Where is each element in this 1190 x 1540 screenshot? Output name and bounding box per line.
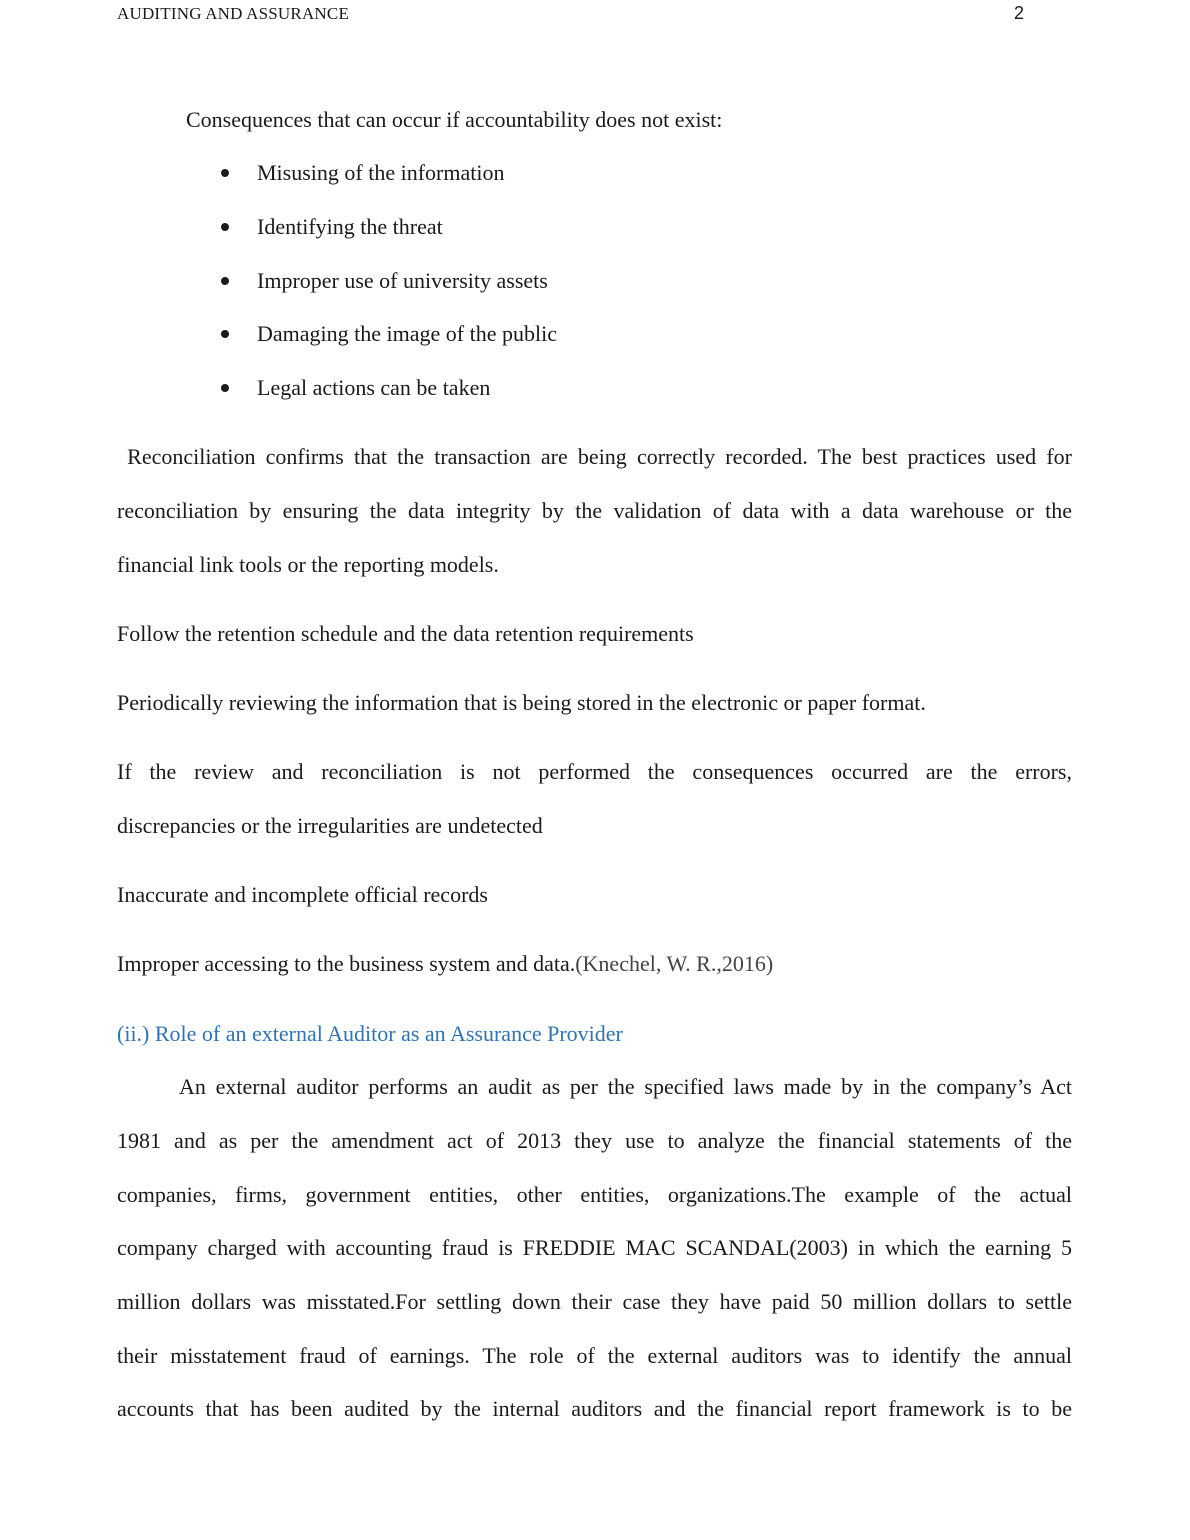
- retention-paragraph: Follow the retention schedule and the data retention requirements: [117, 621, 694, 646]
- paragraph-line: million dollars was misstated.For settling down their case they have paid 50 million dollars to settle: [117, 1289, 1072, 1314]
- consequences-intro: Consequences that can occur if accountability does not exist:: [186, 107, 723, 132]
- paragraph-line: accounts that has been audited by the internal auditors and the financial report framework is to be: [117, 1396, 1072, 1421]
- list-item-text: Misusing of the information: [257, 160, 505, 185]
- running-head: AUDITING AND ASSURANCE: [117, 4, 350, 23]
- paragraph-line: If the review and reconciliation is not performed the consequences occurred are the errors,: [117, 759, 1072, 784]
- bullet-icon: [221, 223, 229, 231]
- inaccurate-paragraph: Inaccurate and incomplete official records: [117, 882, 488, 907]
- paragraph-line: financial link tools or the reporting models.: [117, 552, 499, 577]
- section-heading: (ii.) Role of an external Auditor as an Assurance Provider: [117, 1021, 623, 1046]
- paragraph-line: 1981 and as per the amendment act of 2013 they use to analyze the financial statements of the: [117, 1128, 1072, 1153]
- paragraph-line: companies, firms, government entities, other entities, organizations.The example of the actual: [117, 1182, 1072, 1207]
- paragraph-line: reconciliation by ensuring the data integrity by the validation of data with a data warehouse or the: [117, 498, 1072, 523]
- paragraph-line: discrepancies or the irregularities are undetected: [117, 813, 543, 838]
- improper-access-text: Improper accessing to the business system and data.: [117, 951, 576, 976]
- list-item-text: Identifying the threat: [257, 214, 443, 239]
- bullet-icon: [221, 384, 229, 392]
- list-item-text: Legal actions can be taken: [257, 375, 491, 400]
- bullet-icon: [221, 330, 229, 338]
- list-item-text: Damaging the image of the public: [257, 321, 557, 346]
- paragraph-line: company charged with accounting fraud is FREDDIE MAC SCANDAL(2003) in which the earning 5: [117, 1235, 1072, 1260]
- paragraph-line: their misstatement fraud of earnings. The role of the external auditors was to identify the annual: [117, 1343, 1072, 1368]
- paragraph-line: Reconciliation confirms that the transaction are being correctly recorded. The best practices used for: [117, 444, 1072, 469]
- bullet-icon: [221, 169, 229, 177]
- list-item-text: Improper use of university assets: [257, 268, 548, 293]
- bullet-icon: [221, 277, 229, 285]
- citation: (Knechel, W. R.,2016): [575, 951, 774, 976]
- improper-access-paragraph: [117, 950, 773, 978]
- review-paragraph: Periodically reviewing the information that is being stored in the electronic or paper format.: [117, 690, 926, 715]
- page-number: 2: [1014, 3, 1025, 23]
- paragraph-line: An external auditor performs an audit as per the specified laws made by in the company’s Act: [179, 1074, 1072, 1099]
